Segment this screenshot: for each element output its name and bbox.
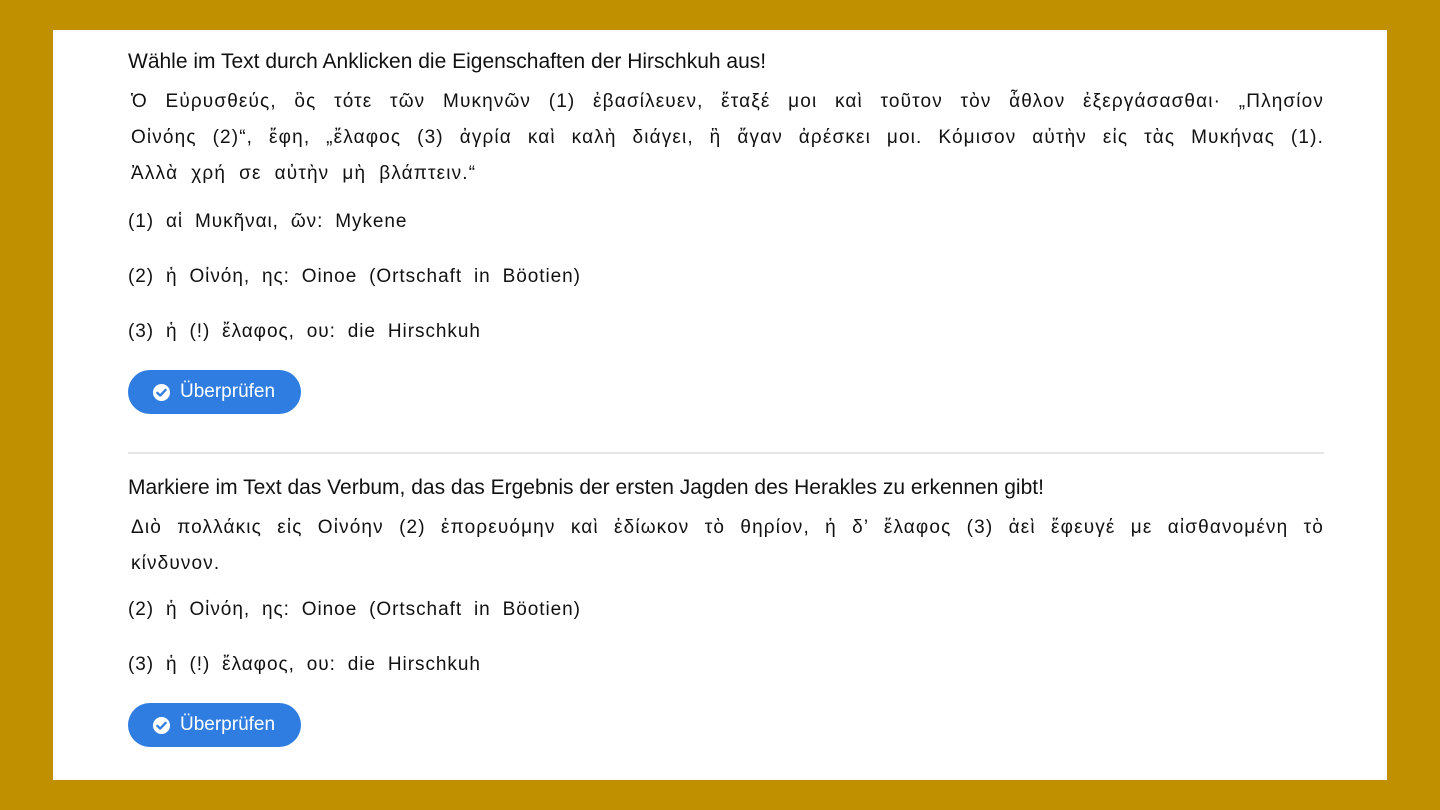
exercise-2-check-button-label: Überprüfen — [180, 714, 276, 735]
exercise-1 — [128, 30, 1324, 414]
exercise-2-glossary-item-1: (2) ἡ Οἰνόη, ης: Oinoe (Ortschaft in Böotien) — [128, 599, 581, 620]
exercise-2 — [128, 456, 1324, 747]
check-circle-icon — [152, 716, 171, 735]
exercise-1-glossary-item-2: (2) ἡ Οἰνόη, ης: Oinoe (Ortschaft in Böotien) — [128, 266, 581, 287]
exercise-1-glossary-item-3: (3) ἡ (!) ἔλαφος, ου: die Hirschkuh — [128, 321, 481, 342]
exercise-1-glossary-item-1: (1) αἱ Μυκῆναι, ῶν: Mykene — [128, 211, 408, 232]
exercise-1-greek-text[interactable]: Ὁ Εὐρυσθεύς, ὃς τότε τῶν Μυκηνῶν (1) ἐβασίλευεν, ἔταξέ μοι καὶ τοῦτον τὸν ἆθλον ἐξεργάσασθαι· „Πλησίον Οἰνόης (2)“, ἔφη, „ἔλαφος (3) ἀγρία καὶ καλὴ διάγει, ἣ ἄγαν ἀρέσκει μοι. Κόμισον αὐτὴν εἰς τὰς Μυκήνας (1). Ἀλλὰ χρή σε αὐτὴν μὴ βλάπτειν.“ — [131, 91, 1324, 184]
content-panel — [53, 30, 1387, 780]
exercise-1-check-button[interactable] — [128, 370, 301, 414]
exercise-2-glossary-item-2: (3) ἡ (!) ἔλαφος, ου: die Hirschkuh — [128, 654, 481, 675]
section-divider — [128, 452, 1324, 454]
check-circle-icon — [152, 383, 171, 402]
exercise-2-prompt: Markiere im Text das Verbum, das das Ergebnis der ersten Jagden des Herakles zu erkennen gibt! — [128, 476, 1044, 499]
exercise-1-check-button-label: Überprüfen — [180, 381, 276, 402]
exercise-2-check-button[interactable] — [128, 703, 301, 747]
exercise-2-greek-text[interactable]: Διὸ πολλάκις εἰς Οἰνόην (2) ἐπορευόμην καὶ ἐδίωκον τὸ θηρίον, ἡ δ’ ἔλαφος (3) ἀεὶ ἔφευγέ με αἰσθανομένη τὸ κίνδυνον. — [131, 517, 1324, 574]
exercise-1-prompt: Wähle im Text durch Anklicken die Eigenschaften der Hirschkuh aus! — [128, 50, 767, 73]
